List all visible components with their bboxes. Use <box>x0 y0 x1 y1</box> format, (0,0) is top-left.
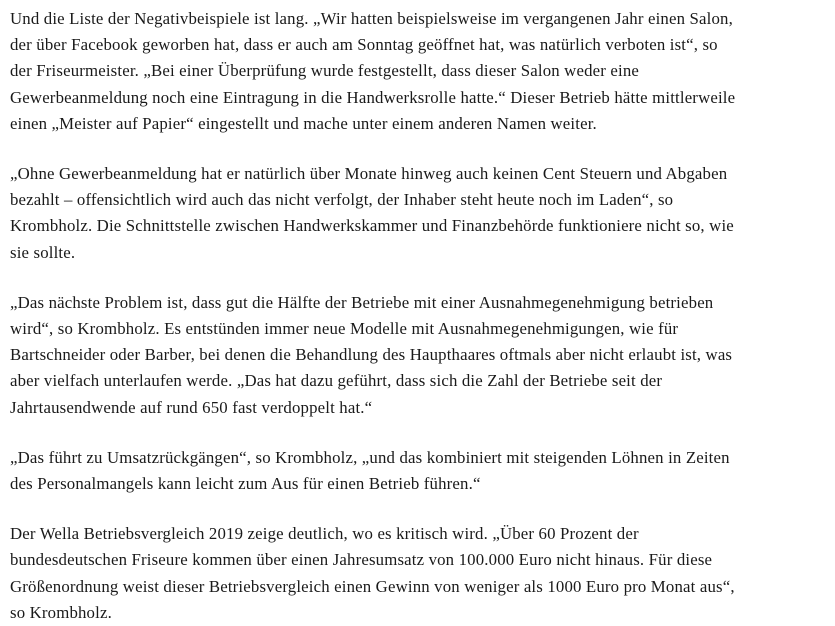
paragraph: Und die Liste der Negativbeispiele ist lang. „Wir hatten beispielsweise im vergangenen Jahr einen Salon, der über Facebook geworben hat, dass er auch am Sonntag geöffnet hat, was natürlich verboten ist“, so der Friseurmeister. „Bei einer Überprüfung wurde festgestellt, dass dieser Salon weder eine Gewerbeanmeldung noch eine Eintragung in die Handwerksrolle hatte.“ Dieser Betrieb hätte mittlerweile einen „Meister auf Papier“ eingestellt und mache unter einem anderen Namen weiter. <box>10 9 736 133</box>
paragraph: „Das führt zu Umsatzrückgängen“, so Krombholz, „und das kombiniert mit steigenden Löhnen in Zeiten des Personalmangels kann leicht zum Aus für einen Betrieb führen.“ <box>10 447 730 494</box>
paragraph: „Ohne Gewerbeanmeldung hat er natürlich über Monate hinweg auch keinen Cent Steuern und Abgaben bezahlt – offensichtlich wird auch das nicht verfolgt, der Inhaber steht heute noch im Laden“, so Krombholz. Die Schnittstelle zwischen Handwerkskammer und Finanzbehörde funktioniere nicht so, wie sie sollte. <box>10 164 734 262</box>
paragraph: Der Wella Betriebsvergleich 2019 zeige deutlich, wo es kritisch wird. „Über 60 Prozent der bundesdeutschen Friseure kommen über einen Jahresumsatz von 100.000 Euro nicht hinaus. Für diese Größenordnung weist dieser Betriebsvergleich einen Gewinn von weniger als 1000 Euro pro Monat aus“, so Krombholz. <box>10 524 735 622</box>
paragraph: „Das nächste Problem ist, dass gut die Hälfte der Betriebe mit einer Ausnahmegenehmigung betrieben wird“, so Krombholz. Es entstünden immer neue Modelle mit Ausnahmegenehmigungen, wie für Bartschneider oder Barber, bei denen die Behandlung des Haupthaares oftmals aber nicht erlaubt ist, was aber vielfach unterlaufen werde. „Das hat dazu geführt, dass sich die Zahl der Betriebe seit der Jahrtausendwende auf rund 650 fast verdoppelt hat.“ <box>10 292 733 417</box>
